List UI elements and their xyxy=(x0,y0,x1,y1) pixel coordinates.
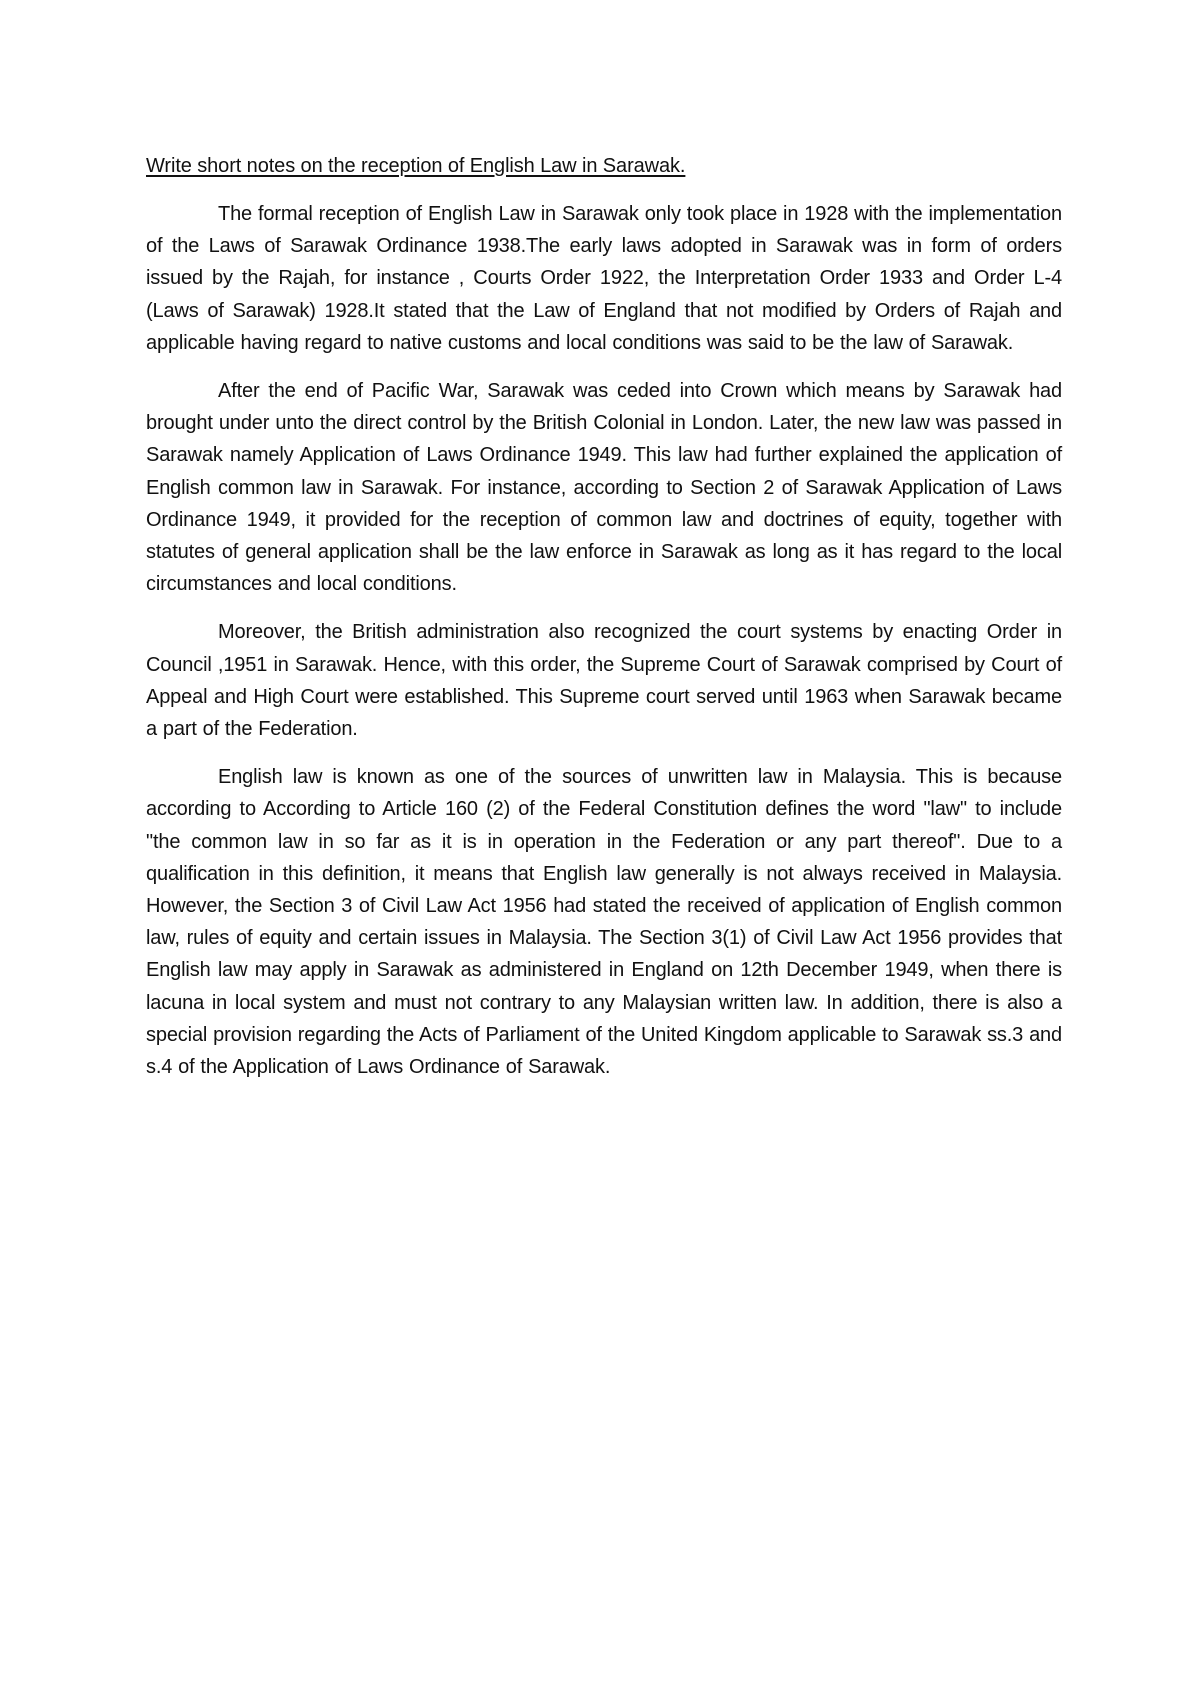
document-title: Write short notes on the reception of English Law in Sarawak. xyxy=(146,155,686,177)
paragraph-court-systems: Moreover, the British administration also recognized the court systems by enacting Order in Council ,1951 in Sarawak. Hence, with this order, the Supreme Court of Sarawak comprised by Court of Appeal and High Court were established. This Supreme court served until 1963 when Sarawak became a part of the Federation. xyxy=(146,621,1062,741)
paragraph-pacific-war: After the end of Pacific War, Sarawak was ceded into Crown which means by Sarawak had brought under unto the direct control by the British Colonial in London. Later, the new law was passed in Sarawak namely Application of Laws Ordinance 1949. This law had further explained the application of English common law in Sarawak. For instance, according to Section 2 of Sarawak Application of Laws Ordinance 1949, it provided for the reception of common law and doctrines of equity, together with statutes of general application shall be the law enforce in Sarawak as long as it has regard to the local circumstances and local conditions. xyxy=(146,380,1062,596)
paragraph-reception-1928: The formal reception of English Law in Sarawak only took place in 1928 with the implementation of the Laws of Sarawak Ordinance 1938.The early laws adopted in Sarawak was in form of orders issued by the Rajah, for instance , Courts Order 1922, the Interpretation Order 1933 and Order L-4 (Laws of Sarawak) 1928.It stated that the Law of England that not modified by Orders of Rajah and applicable having regard to native customs and local conditions was said to be the law of Sarawak. xyxy=(146,203,1062,354)
paragraph-unwritten-law: English law is known as one of the sources of unwritten law in Malaysia. This is because according to According to Article 160 (2) of the Federal Constitution defines the word "law" to include "the common law in so far as it is in operation in the Federation or any part thereof". Due to a qualification in this definition, it means that English law generally is not always received in Malaysia. However, the Section 3 of Civil Law Act 1956 had stated the received of application of English common law, rules of equity and certain issues in Malaysia. The Section 3(1) of Civil Law Act 1956 provides that English law may apply in Sarawak as administered in England on 12th December 1949, when there is lacuna in local system and must not contrary to any Malaysian written law. In addition, there is also a special provision regarding the Acts of Parliament of the United Kingdom applicable to Sarawak ss.3 and s.4 of the Application of Laws Ordinance of Sarawak. xyxy=(146,766,1062,1079)
